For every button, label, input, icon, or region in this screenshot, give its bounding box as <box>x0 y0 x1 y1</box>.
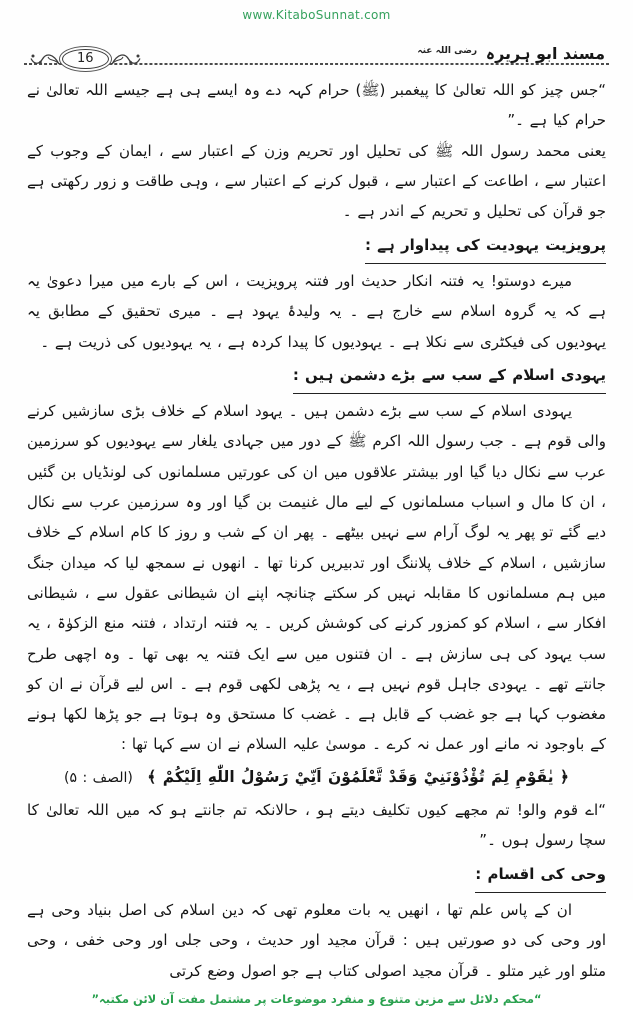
hadith-quote-line: “جس چیز کو اللہ تعالیٰ کا پیغمبر (ﷺ) حرام کہہ دے وہ ایسے ہی ہے جیسے اللہ تعالیٰ نے حرام کیا ہے ۔” <box>27 81 606 130</box>
verse-reference: (الصف : ۵) <box>64 769 133 786</box>
section-heading-parveziat: پرویزیت یہودیت کی پیداوار ہے : <box>365 230 606 264</box>
book-title <box>411 44 605 63</box>
honorific-mark: رضی اللہ عنہ <box>417 45 478 56</box>
paragraph-wahi: ان کے پاس علم تھا ، انھیں یہ بات معلوم تھی کہ دین اسلام کی اصل بنیاد وحی ہے اور وحی کی دو صورتیں ہیں : قرآن مجید اور حدیث ، وحی جلی اور وحی خفی ، وحی متلو اور غیر متلو ۔ قرآن مجید اصولی کتاب ہے جو اصول وضع کرتی <box>27 900 606 980</box>
site-watermark: www.KitaboSunnat.com <box>242 8 391 22</box>
ornament-flourish-icon <box>111 51 141 67</box>
section-heading-yahood: یہودی اسلام کے سب سے بڑے دشمن ہیں : <box>293 360 606 394</box>
book-title-text: مسند ابو ہریرہ <box>485 44 605 63</box>
quran-verse-line <box>27 762 606 793</box>
section-heading-wahi: وحی کی اقسام : <box>475 859 606 893</box>
ornament-flourish-icon <box>30 51 60 67</box>
site-footer-slogan: “محکم دلائل سے مزین متنوع و منفرد موضوعات پر مشتمل مفت آن لائن مکتبہ” <box>91 991 542 1006</box>
page-number-ornament <box>30 49 141 69</box>
quran-verse: ﴿ يٰقَوْمِ لِمَ تُؤْذُوْنَنِيْ وَقَدْ تَّعْلَمُوْنَ اَنِّيْ رَسُوْلُ اللّٰهِ اِلَيْكُمْ ﴾ <box>147 767 569 786</box>
section-heading-row <box>27 859 606 893</box>
paragraph-parveziat: میرے دوستو! یہ فتنہ انکار حدیث اور فتنہ پرویزیت ، اس کے بارے میں میرا دعویٰ یہ ہے کہ یہ گروہ اسلام سے خارج ہے ۔ یہ ولیدۂ یہود ہے ۔ میری تحقیق کے مطابق یہ یہودیوں کی فیکٹری سے نکلا ہے ۔ یہودیوں کا پیدا کردہ ہے ، یہ یہودیوں کی ذریت ہے ۔ <box>27 271 606 351</box>
section-heading-row <box>27 360 606 394</box>
page-body-text <box>0 65 633 986</box>
page-header <box>0 44 633 67</box>
verse-translation: “اے قوم والو! تم مجھے کیوں تکلیف دیتے ہو ، حالانکہ تم جانتے ہو کہ میں اللہ تعالیٰ کا سچا رسول ہوں ۔” <box>27 801 606 850</box>
paragraph-yahood: یہودی اسلام کے سب سے بڑے دشمن ہیں ۔ یہود اسلام کے خلاف بڑی سازشیں کرنے والی قوم ہے ۔ جب رسول اللہ اکرم ﷺ کے دور میں جہادی یلغار سے یہودیوں کو سرزمین عرب سے نکال دیا گیا اور بیشتر علاقوں میں ان کی عورتیں مسلمانوں کی لونڈیاں بن گئیں ، ان کا مال و اسباب مسلمانوں کے لیے مال غنیمت بن گیا اور وہ سرزمین عرب سے نکال دیے گئے تو پھر یہ لوگ آرام سے نہیں بیٹھے ۔ پھر ان کے شب و روز کا کام اسلام کے خلاف سازشیں ، اسلام کے خلاف پلاننگ اور تدبیریں کرنا تھا ۔ انھوں نے سمجھ لیا کہ میدان جنگ میں ہم مسلمانوں کا مقابلہ نہیں کر سکتے چنانچہ اپنے ان شیطانی عقول سے ، شیطانی افکار سے ، اسلام کو کمزور کرنے کی کوشش کریں ۔ یہ فتنہ ارتداد ، فتنہ منع الزکوٰۃ ، یہ سب یہود کی ہی سازش ہے ۔ ان فتنوں میں سے ایک فتنہ یہ بھی تھا ۔ وہ اچھی طرح جانتے تھے ۔ یہودی جاہل قوم نہیں ہے ، یہ پڑھی لکھی قوم ہے ۔ اس لیے قرآن نے ان کو مغضوب کہا ہے جو غضب کے قابل ہے ۔ غضب کا مستحق وہ ہوتا ہے جو پڑھا لکھا ہونے کے باوجود نہ مانے اور عمل نہ کرے ۔ موسیٰ علیہ السلام نے ان سے کہا تھا : <box>27 402 606 754</box>
section-heading-row <box>27 230 606 264</box>
page-number: 16 <box>62 49 109 69</box>
paragraph-explanation: یعنی محمد رسول اللہ ﷺ کی تحلیل اور تحریم وزن کے اعتبار سے ، ایمان کے وجوب کے اعتبار سے ، اطاعت کے اعتبار سے ، قبول کرنے کے اعتبار سے ، وہی طاقت و زور رکھتی ہے جو قرآن کی تحلیل و تحریم کے اندر ہے ۔ <box>27 141 606 221</box>
